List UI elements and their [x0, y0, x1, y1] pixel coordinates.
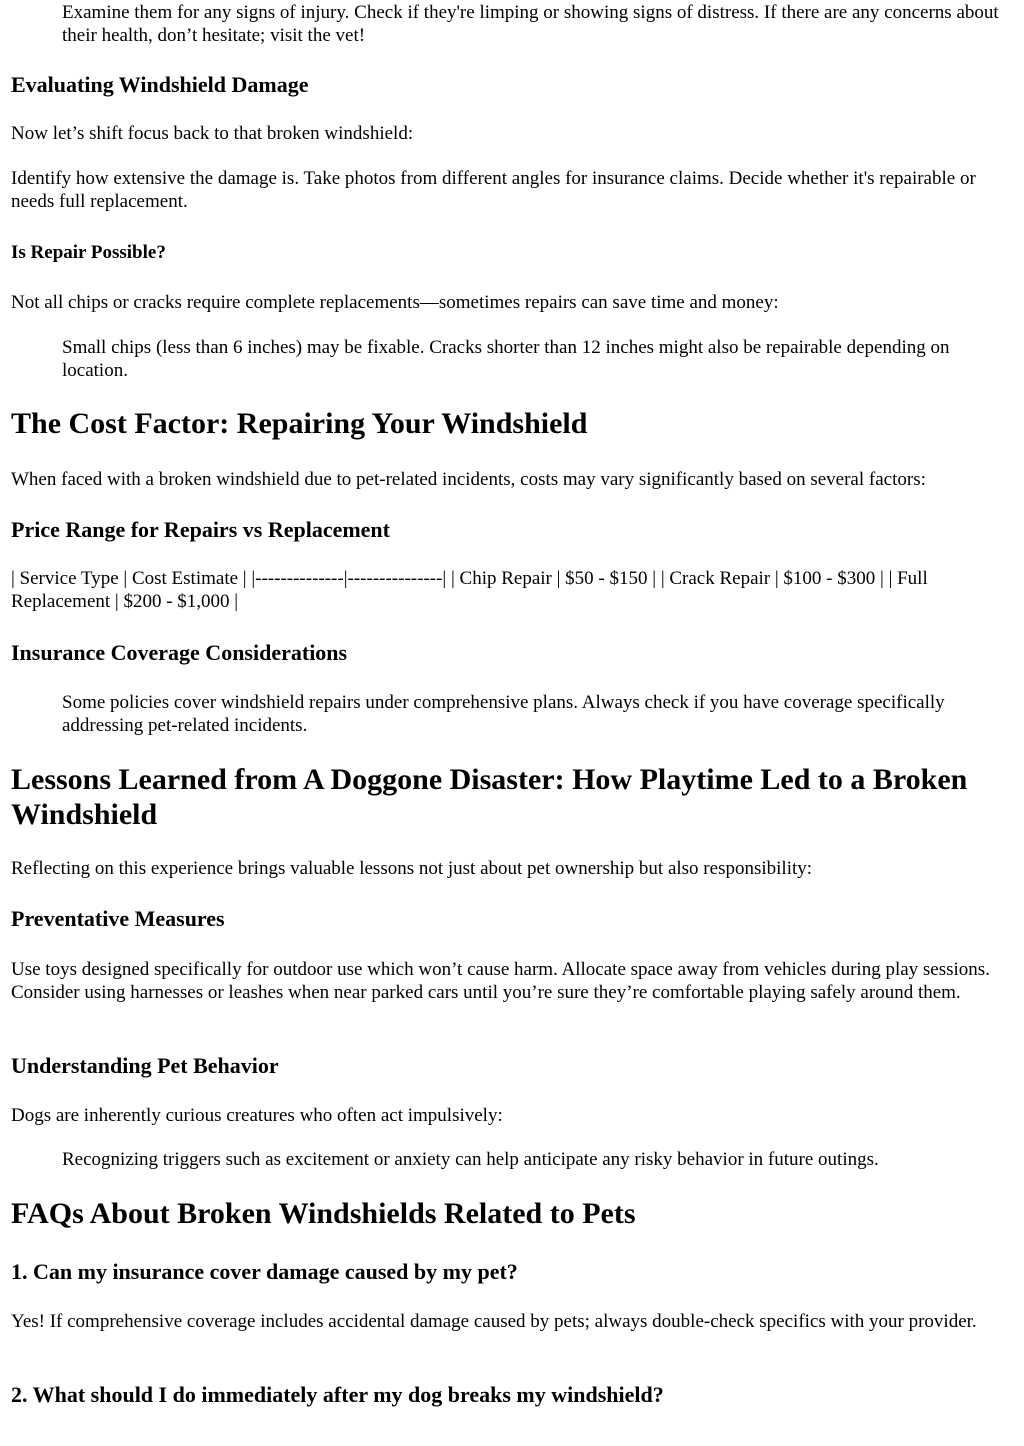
- pet-behavior-intro: Dogs are inherently curious creatures who often act impulsively:: [11, 1105, 503, 1126]
- preventative-measures-heading: Preventative Measures: [11, 906, 225, 931]
- insurance-note: Some policies cover windshield repairs under comprehensive plans. Always check if you have coverage specifically addressing pet-related incidents.: [62, 692, 945, 736]
- cost-factor-heading: The Cost Factor: Repairing Your Windshield: [11, 407, 588, 440]
- examine-pet-note: Examine them for any signs of injury. Check if they're limping or showing signs of distress. If there are any concerns about their health, don’t hesitate; visit the vet!: [62, 2, 999, 46]
- faq-question-2: 2. What should I do immediately after my dog breaks my windshield?: [11, 1382, 664, 1407]
- lessons-intro-paragraph: Reflecting on this experience brings valuable lessons not just about pet ownership but also responsibility:: [11, 858, 813, 879]
- price-table-text: | Service Type | Cost Estimate | |--------------|---------------| | Chip Repair | $50 - $150 | | Crack Repair | $100 - $300 | | Full Replacement | $200 - $1,000 |: [11, 568, 928, 612]
- faq-heading: FAQs About Broken Windshields Related to Pets: [11, 1197, 636, 1230]
- faq-answer-1: Yes! If comprehensive coverage includes accidental damage caused by pets; always double-check specifics with your provider.: [11, 1311, 977, 1332]
- evaluating-intro-paragraph: Now let’s shift focus back to that broken windshield:: [11, 123, 414, 144]
- cost-intro-paragraph: When faced with a broken windshield due to pet-related incidents, costs may vary significantly based on several factors:: [11, 469, 926, 490]
- lessons-learned-heading: Lessons Learned from A Doggone Disaster: How Playtime Led to a Broken Windshield: [11, 763, 968, 831]
- repair-size-note: Small chips (less than 6 inches) may be fixable. Cracks shorter than 12 inches might also be repairable depending on location.: [62, 337, 950, 381]
- repair-intro-paragraph: Not all chips or cracks require complete replacements—sometimes repairs can save time and money:: [11, 292, 779, 313]
- pet-behavior-note: Recognizing triggers such as excitement or anxiety can help anticipate any risky behavior in future outings.: [62, 1149, 879, 1170]
- faq-question-1: 1. Can my insurance cover damage caused by my pet?: [11, 1259, 518, 1284]
- pet-behavior-heading: Understanding Pet Behavior: [11, 1053, 279, 1078]
- insurance-heading: Insurance Coverage Considerations: [11, 640, 348, 665]
- evaluating-steps-paragraph: Identify how extensive the damage is. Take photos from different angles for insurance claims. Decide whether it's repairable or needs full replacement.: [11, 168, 976, 212]
- evaluating-damage-heading: Evaluating Windshield Damage: [11, 72, 309, 97]
- price-range-heading: Price Range for Repairs vs Replacement: [11, 517, 390, 542]
- repair-possible-heading: Is Repair Possible?: [11, 242, 166, 263]
- preventative-measures-paragraph: Use toys designed specifically for outdoor use which won’t cause harm. Allocate space away from vehicles during play sessions. Consider using harnesses or leashes when near parked cars until you’re sure they’re comfortable playing safely around them.: [11, 959, 990, 1003]
